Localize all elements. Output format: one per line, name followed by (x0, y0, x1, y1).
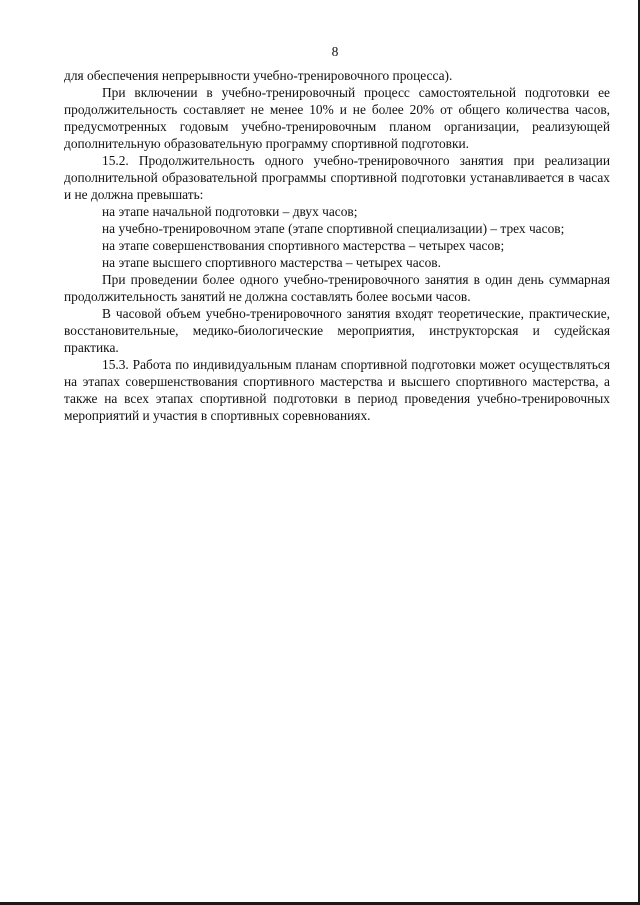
page-number: 8 (331, 44, 339, 59)
paragraph-15-2: 15.2. Продолжительность одного учебно-тренировочного занятия при реализации дополнительной образовательной программы спортивной подготовки устанавливается в часах и не должна превышать: (64, 153, 610, 202)
document-body (64, 67, 610, 424)
list-item-initial-stage: на этапе начальной подготовки – двух часов; (102, 204, 358, 219)
list-item-improvement-stage: на этапе совершенствования спортивного мастерства – четырех часов; (102, 238, 505, 253)
paragraph-self-training: При включении в учебно-тренировочный процесс самостоятельной подготовки ее продолжительность составляет не менее 10% и не более 20% от общего количества часов, предусмотренных годовым учебно-тренировочным планом организации, реализующей дополнительную образовательную программу спортивной подготовки. (64, 85, 610, 151)
paragraph-15-3: 15.3. Работа по индивидуальным планам спортивной подготовки может осуществляться на этапах совершенствования спортивного мастерства и высшего спортивного мастерства, а также на всех этапах спортивной подготовки в период проведения учебно-тренировочных мероприятий и участия в спортивных соревнованиях. (64, 357, 610, 423)
paragraph-hour-volume: В часовой объем учебно-тренировочного занятия входят теоретические, практические, восстановительные, медико-биологические мероприятия, инструкторская и судейская практика. (64, 306, 610, 355)
list-item-higher-stage: на этапе высшего спортивного мастерства – четырех часов. (102, 255, 441, 270)
paragraph-daily-limit: При проведении более одного учебно-тренировочного занятия в один день суммарная продолжительность занятий не должна составлять более восьми часов. (64, 272, 610, 304)
list-item-training-stage: на учебно-тренировочном этапе (этапе спортивной специализации) – трех часов; (102, 221, 565, 236)
paragraph-continuation: для обеспечения непрерывности учебно-тренировочного процесса). (64, 68, 453, 83)
